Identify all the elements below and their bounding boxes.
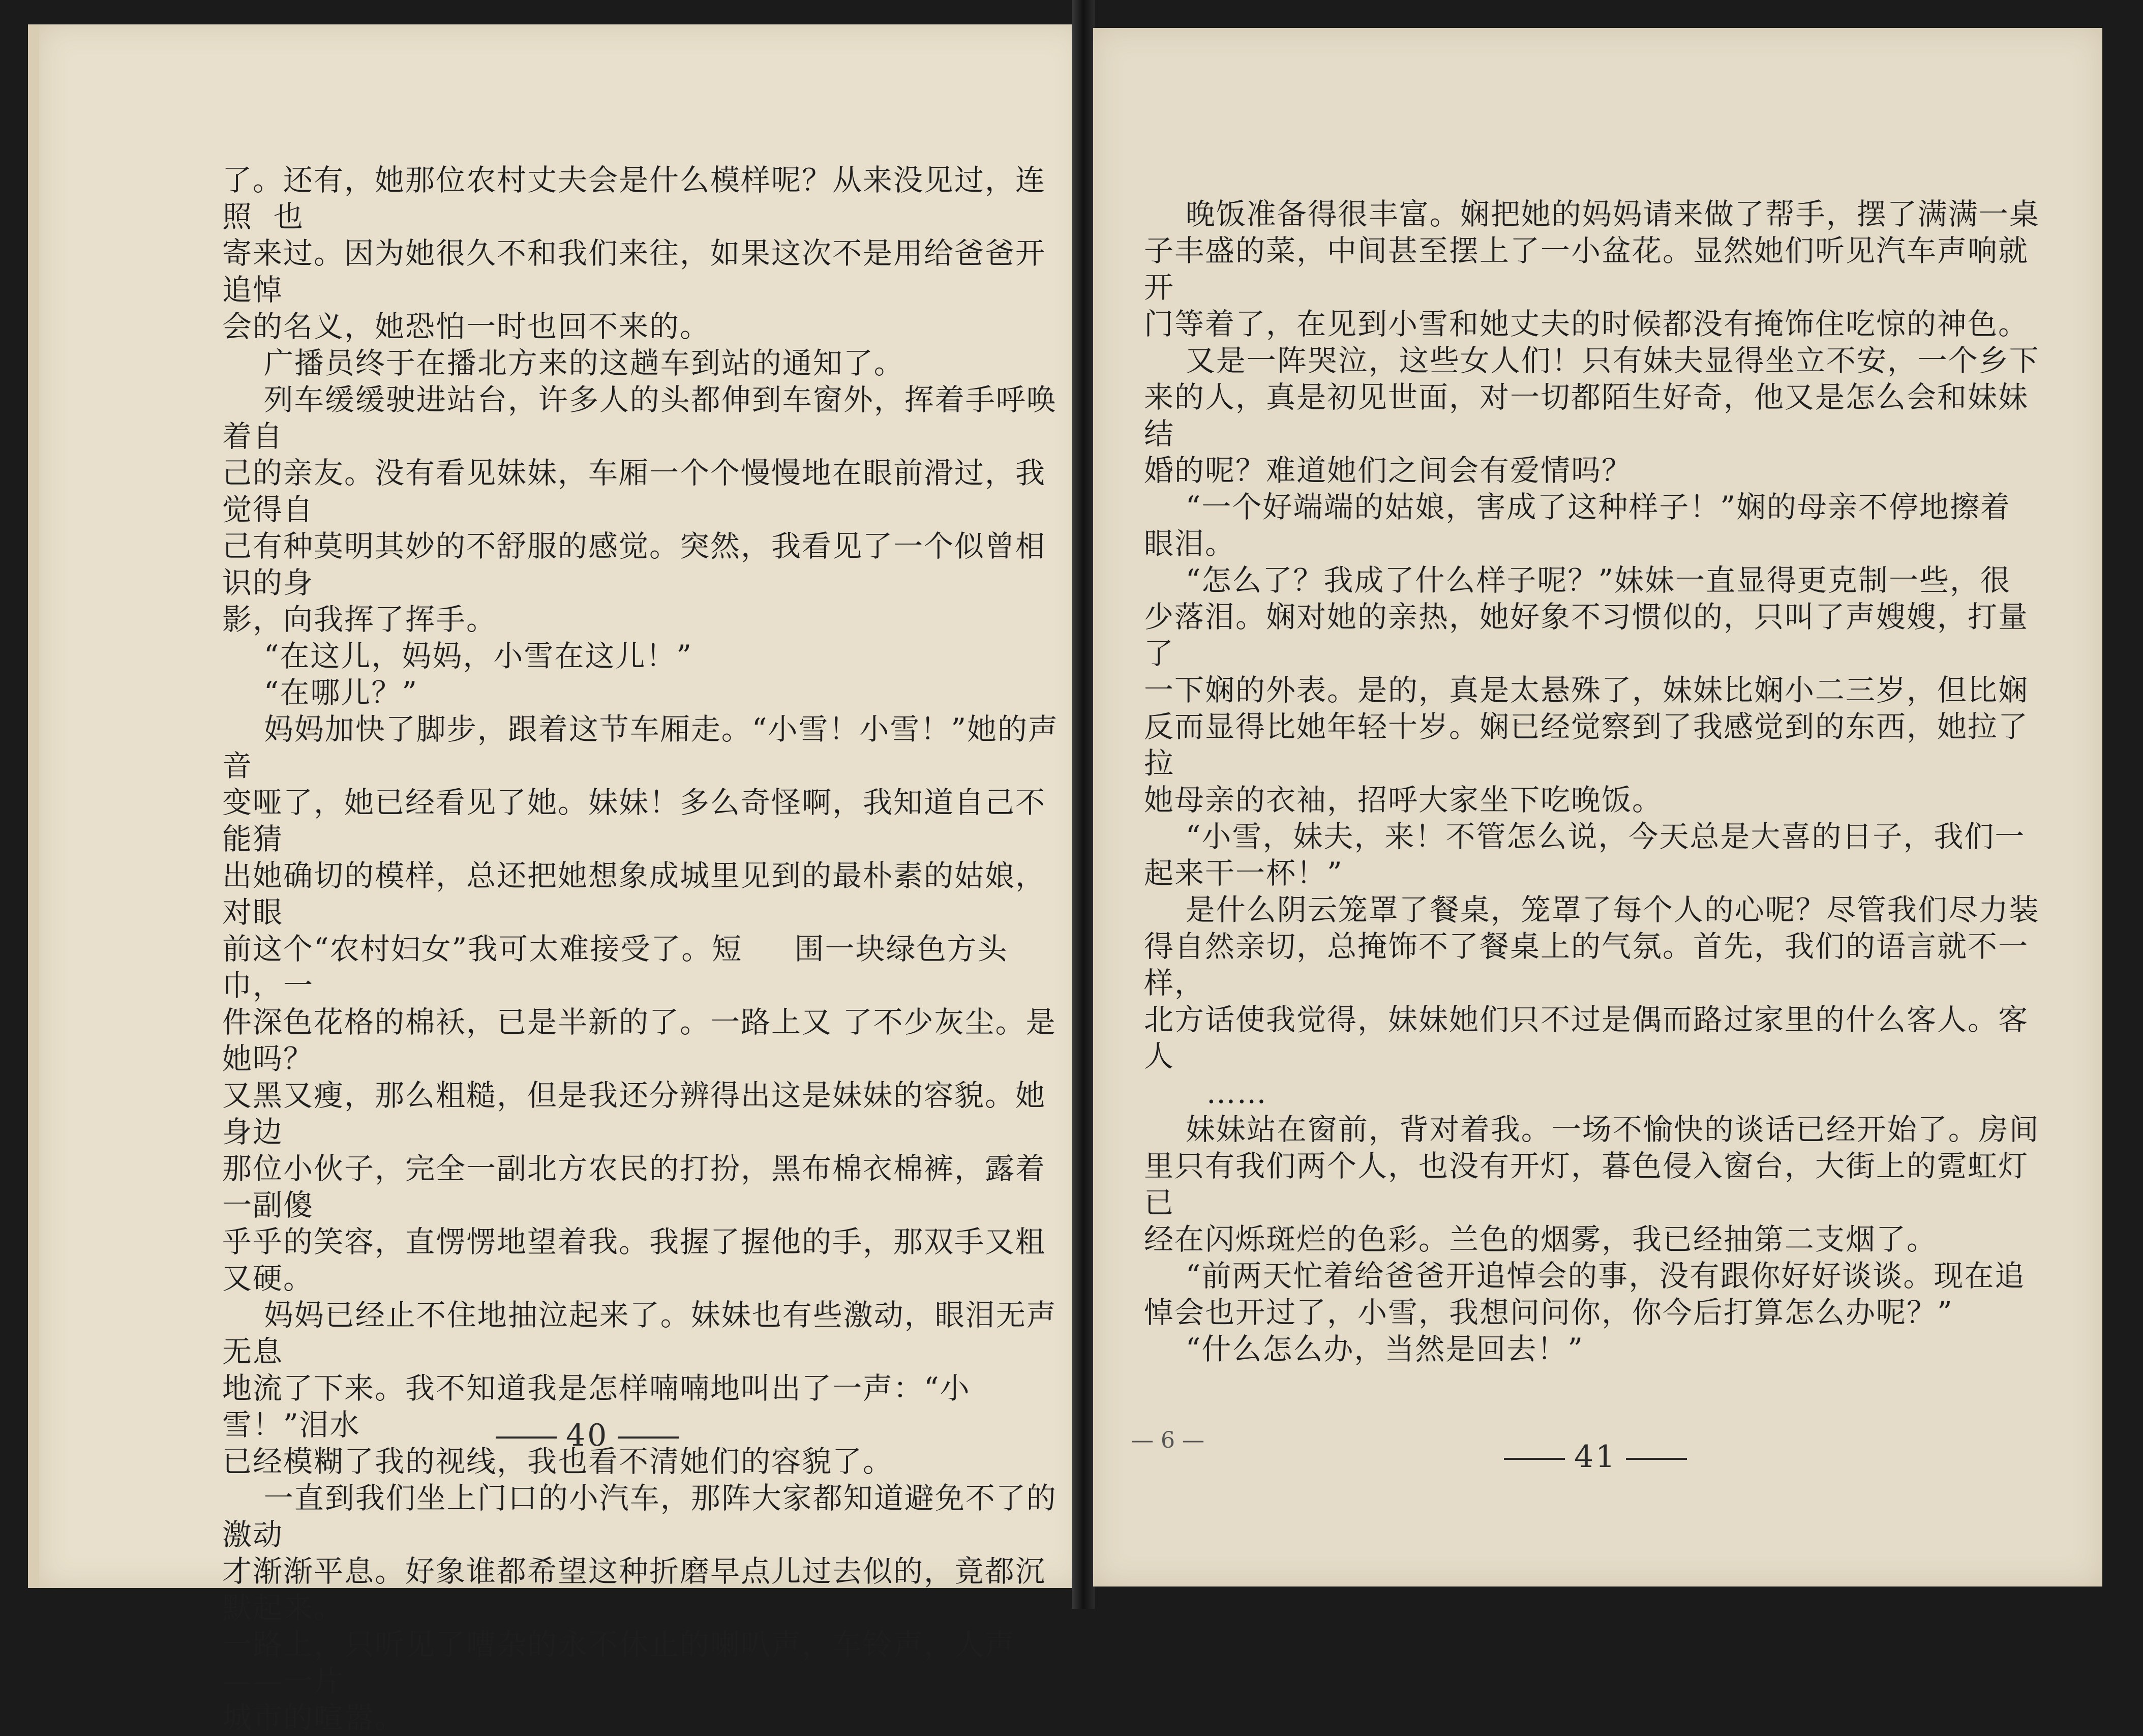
text-line: “在这儿，妈妈，小雪在这儿！” <box>222 639 693 673</box>
left-page-number <box>487 1418 688 1453</box>
text-line: 广播员终于在播北方来的这趟车到站的通知了。 <box>222 346 904 380</box>
text-line: 寄来过。因为她很久不和我们来往，如果这次不是用给爸爸开追悼 <box>222 236 1046 307</box>
right-page-number-value: 41 <box>1574 1439 1617 1475</box>
text-line: 她母亲的衣袖，招呼大家坐下吃晚饭。 <box>1144 783 1663 817</box>
dash-left-a <box>496 1436 557 1439</box>
left-page-number-value: 40 <box>566 1418 609 1453</box>
text-line: 影，向我挥了挥手。 <box>222 602 497 637</box>
text-line: 眼泪。 <box>1144 526 1236 561</box>
text-line: 已经模糊了我的视线，我也看不清她们的容貌了。 <box>222 1444 894 1479</box>
text-line: 列车缓缓驶进站台，许多人的头都伸到车窗外，挥着手呼唤着自 <box>222 382 1057 454</box>
book-spine <box>1072 0 1095 1609</box>
text-line: “在哪儿？” <box>222 675 418 710</box>
text-line: 婚的呢？难道她们之间会有爱情吗？ <box>1144 453 1633 488</box>
text-line: 晚饭准备得很丰富。娴把她的妈妈请来做了帮手，摆了满满一桌 <box>1144 197 2040 231</box>
dash-right-a <box>1504 1458 1565 1460</box>
text-line: 来的人，真是初见世面，对一切都陌生好奇，他又是怎么会和妹妹结 <box>1144 380 2029 451</box>
text-line: 妈妈加快了脚步，跟着这节车厢走。“小雪！小雪！”她的声音 <box>222 712 1059 783</box>
text-line: 一直到我们坐上门口的小汽车，那阵大家都知道避免不了的激动 <box>222 1481 1057 1552</box>
left-page <box>28 24 1084 1735</box>
text-line: 才渐渐平息。好象谁都希望这种折磨早点儿过去似的，竟都沉默起来。 <box>222 1554 1046 1625</box>
text-line: 乎乎的笑容，直愣愣地望着我。我握了握他的手，那双手又粗又硬。 <box>222 1224 1046 1296</box>
text-line: 变哑了，她已经看见了她。妹妹！多么奇怪啊，我知道自己不能猜 <box>222 785 1046 856</box>
text-line: “怎么了？我成了什么样子呢？”妹妹一直显得更克制一些，很 <box>1144 563 2011 597</box>
bleed-through-page-mark: — 6 — <box>1131 1427 1204 1453</box>
text-line: 是什么阴云笼罩了餐桌，笼罩了每个人的心呢？尽管我们尽力装 <box>1144 892 2040 927</box>
text-line: 一下娴的外表。是的，真是太悬殊了，妹妹比娴小二三岁，但比娴 <box>1144 673 2029 707</box>
right-page <box>1093 28 2102 1587</box>
text-line: 己的亲友。没有看见妹妹，车厢一个个慢慢地在眼前滑过，我觉得自 <box>222 456 1046 527</box>
text-line: 会的名义，她恐怕一时也回不来的。 <box>222 309 711 344</box>
dash-left-b <box>618 1436 679 1439</box>
text-line: 门等着了，在见到小雪和她丈夫的时候都没有掩饰住吃惊的神色。 <box>1144 307 2029 341</box>
text-line: …… <box>1144 1075 1267 1110</box>
text-line: 己有种莫明其妙的不舒服的感觉。突然，我看见了一个似曾相识的身 <box>222 529 1046 600</box>
text-line: 又是一阵哭泣，这些女人们！只有妹夫显得坐立不安，一个乡下 <box>1144 343 2040 378</box>
text-line: 经在闪烁斑烂的色彩。兰色的烟雾，我已经抽第二支烟了。 <box>1144 1222 1938 1256</box>
text-line: 前这个“农村妇女”我可太难接受了。短 围一块绿色方头巾，一 <box>222 932 1008 1003</box>
text-line: 里只有我们两个人，也没有开灯，暮色侵入窗台，大街上的霓虹灯已 <box>1144 1149 2029 1220</box>
text-line: 北方话使我觉得，妹妹她们只不过是偶而路过家里的什么客人。客人 <box>1144 1002 2029 1073</box>
text-line: 城市的喧嚣。 <box>222 1700 406 1735</box>
text-line: 子丰盛的菜，中间甚至摆上了一小盆花。显然她们听见汽车声响就开 <box>1144 233 2029 305</box>
text-line: “一个好端端的姑娘，害成了这种样子！”娴的母亲不停地擦着 <box>1144 490 2011 524</box>
text-line: 那位小伙子，完全一副北方农民的打扮，黑布棉衣棉裤，露着一副傻 <box>222 1151 1046 1222</box>
text-line: 反而显得比她年轻十岁。娴已经觉察到了我感觉到的东西，她拉了拉 <box>1144 709 2029 781</box>
text-line: 出她确切的模样，总还把她想象成城里见到的最朴素的姑娘，对眼 <box>222 858 1046 930</box>
left-page-text <box>222 162 1069 1736</box>
text-line: 一路上，只听见了嘈杂的永不休止的喇叭声，车铃声，人声——一片 <box>222 1627 1016 1698</box>
text-line: 妹妹站在窗前，背对着我。一场不愉快的谈话已经开始了。房间 <box>1144 1112 2040 1147</box>
text-line: 妈妈已经止不住地抽泣起来了。妹妹也有些激动，眼泪无声无息 <box>222 1298 1057 1369</box>
text-line: 了。还有，她那位农村丈夫会是什么模样呢？从来没见过，连照 也 <box>222 163 1046 234</box>
right-page-number <box>1495 1439 1696 1475</box>
text-line: 地流了下来。我不知道我是怎样喃喃地叫出了一声：“小雪！”泪水 <box>222 1371 971 1442</box>
text-line: 少落泪。娴对她的亲热，她好象不习惯似的，只叫了声嫂嫂，打量了 <box>1144 600 2029 671</box>
text-line: 悼会也开过了，小雪，我想问问你，你今后打算怎么办呢？” <box>1144 1295 1953 1330</box>
right-page-text <box>1144 196 2044 1367</box>
text-line: 得自然亲切，总掩饰不了餐桌上的气氛。首先，我们的语言就不一样， <box>1144 929 2029 1000</box>
dash-right-b <box>1626 1458 1687 1460</box>
text-line: 又黑又瘦，那么粗糙，但是我还分辨得出这是妹妹的容貌。她身边 <box>222 1078 1046 1149</box>
text-line: “小雪，妹夫，来！不管怎么说，今天总是大喜的日子，我们一 <box>1144 819 2026 854</box>
text-line: 件深色花格的棉袄，已是半新的了。一路上又 了不少灰尘。是她吗？ <box>222 1005 1057 1076</box>
text-line: 起来干一杯！” <box>1144 856 1343 890</box>
text-line: “什么怎么办，当然是回去！” <box>1144 1332 1584 1366</box>
text-line: “前两天忙着给爸爸开追悼会的事，没有跟你好好谈谈。现在追 <box>1144 1259 2026 1293</box>
